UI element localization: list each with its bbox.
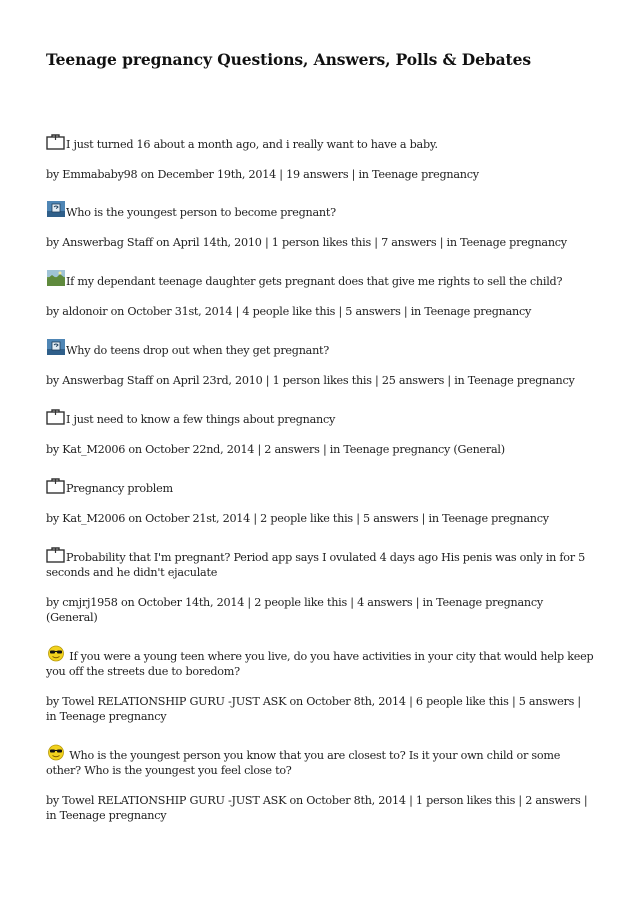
question-link[interactable] [46, 201, 594, 220]
question-meta [46, 235, 594, 250]
question-text: I just need to know a few things about pregnancy [66, 413, 336, 426]
question-entry [46, 408, 594, 457]
answerbag-staff-avatar-icon [46, 339, 66, 356]
sunglasses-smiley-avatar-icon [46, 645, 66, 662]
question-meta [46, 167, 594, 182]
question-meta [46, 373, 594, 388]
question-link[interactable] [46, 546, 594, 580]
question-text: Probability that I'm pregnant? Period app says I ovulated 4 days ago His penis was only in for 5 seconds and he didn't ejaculate [46, 551, 586, 579]
question-entry [46, 270, 594, 319]
question-entry [46, 133, 594, 182]
answerbag-staff-avatar-icon [46, 201, 66, 218]
meta-text: by Answerbag Staff on April 14th, 2010 | 1 person likes this | 7 answers | in Teenage pregnancy [46, 236, 567, 249]
question-meta [46, 511, 594, 526]
question-link[interactable] [46, 133, 594, 152]
question-link[interactable] [46, 270, 594, 289]
question-text: Pregnancy problem [66, 482, 173, 495]
question-link[interactable] [46, 744, 594, 778]
default-avatar-icon [46, 408, 66, 425]
question-text: Who is the youngest person to become pregnant? [66, 206, 336, 219]
question-text: If you were a young teen where you live, do you have activities in your city that would help keep you off the streets due to boredom? [46, 650, 594, 678]
question-meta [46, 595, 594, 625]
question-link[interactable] [46, 645, 594, 679]
question-link[interactable] [46, 477, 594, 496]
question-meta [46, 442, 594, 457]
sunglasses-smiley-avatar-icon [46, 744, 66, 761]
meta-text: by cmjrj1958 on October 14th, 2014 | 2 people like this | 4 answers | in Teenage pregnancy (General) [46, 596, 543, 624]
meta-text: by Kat_M2006 on October 21st, 2014 | 2 people like this | 5 answers | in Teenage pregnancy [46, 512, 549, 525]
meta-text: by Towel RELATIONSHIP GURU -JUST ASK on October 8th, 2014 | 1 person likes this | 2 answers | in Teenage pregnancy [46, 794, 588, 822]
meta-text: by Towel RELATIONSHIP GURU -JUST ASK on October 8th, 2014 | 6 people like this | 5 answers | in Teenage pregnancy [46, 695, 581, 723]
question-link[interactable] [46, 339, 594, 358]
meta-text: by aldonoir on October 31st, 2014 | 4 people like this | 5 answers | in Teenage pregnancy [46, 305, 532, 318]
question-meta [46, 304, 594, 319]
question-entry [46, 339, 594, 388]
question-meta [46, 793, 594, 823]
question-meta [46, 694, 594, 724]
question-entry [46, 477, 594, 526]
question-entry [46, 744, 594, 823]
default-avatar-icon [46, 133, 66, 150]
question-text: Who is the youngest person you know that you are closest to? Is it your own child or some other? Who is the youngest you feel close to? [46, 749, 561, 777]
meta-text: by Emmababy98 on December 19th, 2014 | 19 answers | in Teenage pregnancy [46, 168, 479, 181]
question-text: I just turned 16 about a month ago, and i really want to have a baby. [66, 138, 438, 151]
question-text: Why do teens drop out when they get pregnant? [66, 344, 330, 357]
meta-text: by Answerbag Staff on April 23rd, 2010 | 1 person likes this | 25 answers | in Teenage pregnancy [46, 374, 575, 387]
question-text: If my dependant teenage daughter gets pregnant does that give me rights to sell the child? [66, 275, 563, 288]
default-avatar-icon [46, 546, 66, 563]
landscape-avatar-icon [46, 270, 66, 287]
question-entry [46, 546, 594, 625]
question-entry [46, 201, 594, 250]
question-link[interactable] [46, 408, 594, 427]
question-entry [46, 645, 594, 724]
default-avatar-icon [46, 477, 66, 494]
meta-text: by Kat_M2006 on October 22nd, 2014 | 2 answers | in Teenage pregnancy (General) [46, 443, 505, 456]
page-title: Teenage pregnancy Questions, Answers, Polls & Debates [46, 50, 531, 69]
